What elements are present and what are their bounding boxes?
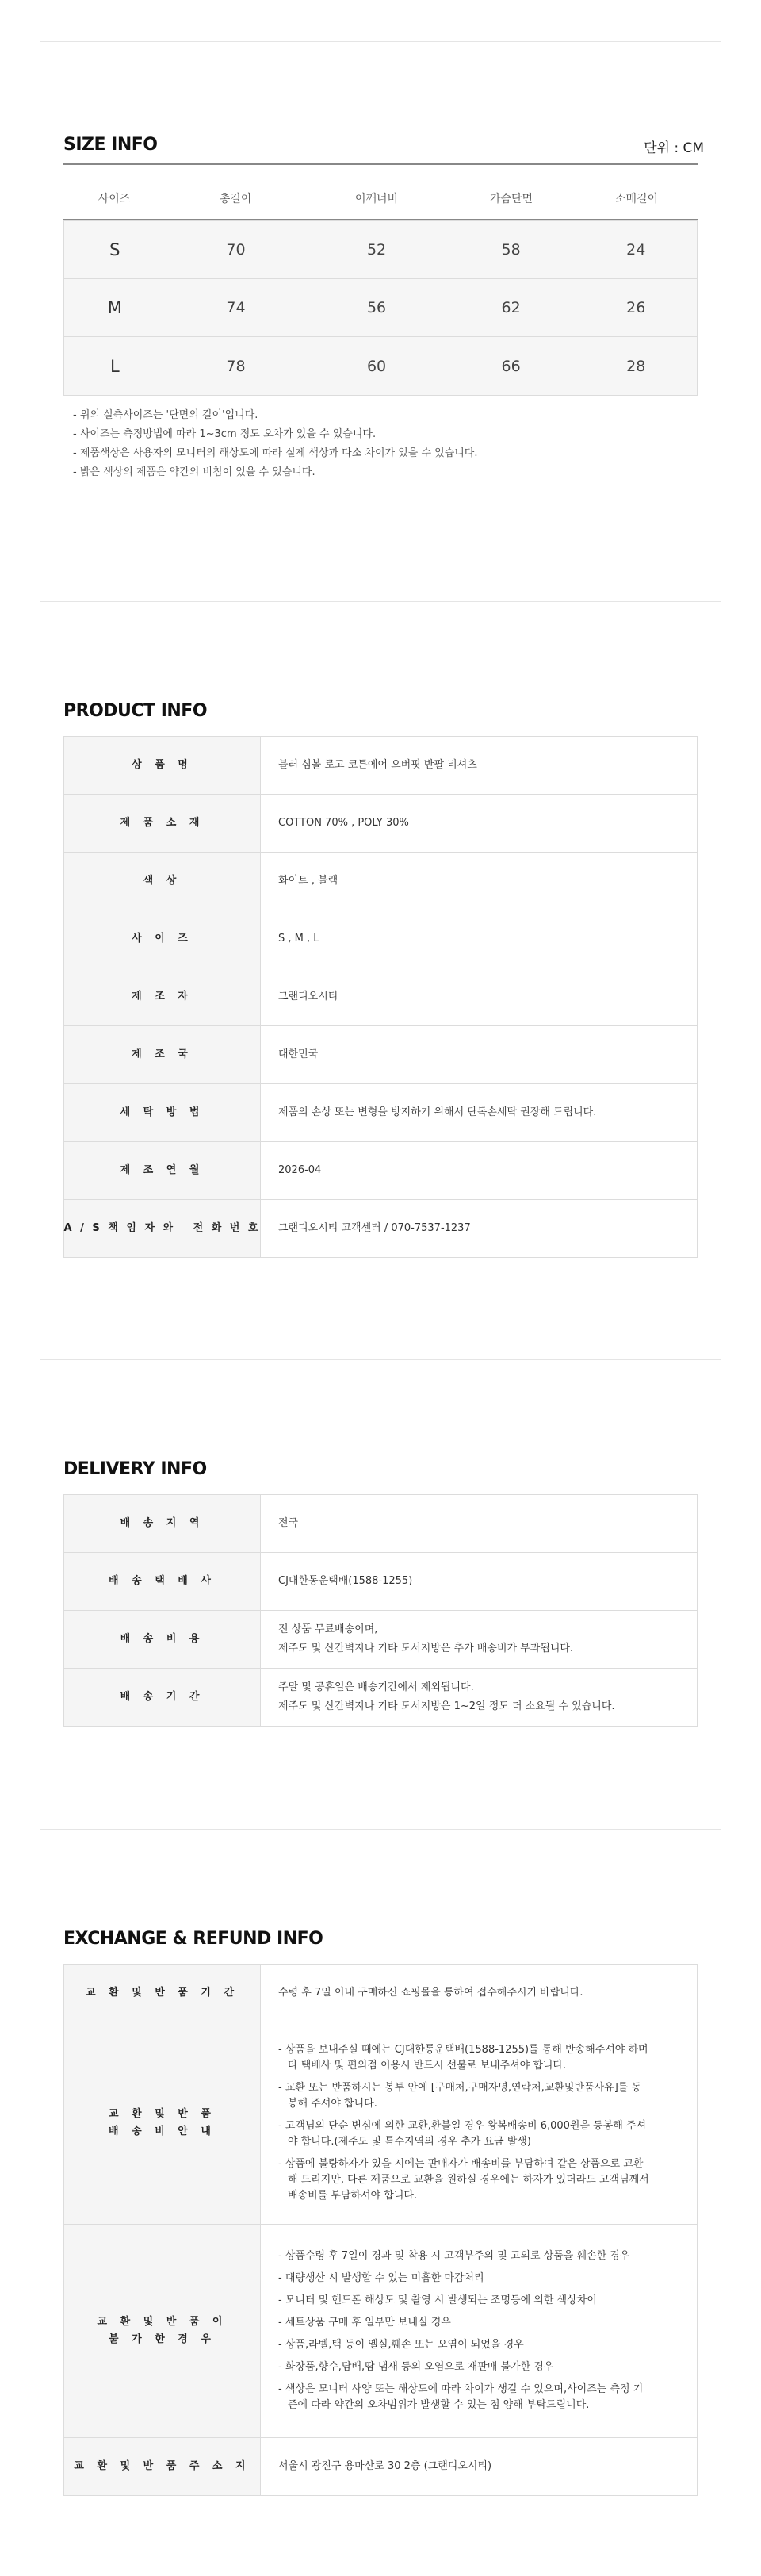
product-info-value: 제품의 손상 또는 변형을 방지하기 위해서 단독손세탁 권장해 드립니다. bbox=[278, 1106, 597, 1118]
product-info-row bbox=[63, 1142, 698, 1200]
delivery-info-label: 배 송 비 용 bbox=[64, 1611, 261, 1668]
delivery-info-table bbox=[63, 1494, 698, 1727]
exchange-unavailable-label bbox=[64, 2225, 261, 2437]
exchange-info-row bbox=[63, 1965, 698, 2022]
exchange-unavailable-item: - 화장품,향수,담배,땀 냄새 등의 오염으로 재판매 불가한 경우 bbox=[278, 2361, 554, 2373]
divider bbox=[40, 1359, 721, 1360]
size-cell: 52 bbox=[366, 241, 387, 259]
delivery-info-line: 주말 및 공휴일은 배송기간에서 제외됩니다. bbox=[278, 1681, 474, 1693]
product-info-value: S , M , L bbox=[278, 933, 319, 945]
size-note: - 위의 실측사이즈는 '단면의 길이'입니다. bbox=[73, 409, 258, 421]
product-info-label: 사 이 즈 bbox=[64, 910, 261, 968]
divider bbox=[40, 1829, 721, 1830]
product-info-row bbox=[63, 853, 698, 910]
size-table-header bbox=[63, 178, 698, 219]
exchange-shipping-label-line: 배 송 비 안 내 bbox=[109, 2126, 216, 2137]
size-row bbox=[64, 221, 697, 279]
exchange-info-title: EXCHANGE & REFUND INFO bbox=[63, 1929, 323, 1949]
size-cell: 74 bbox=[226, 299, 246, 316]
product-info-value: 화이트 , 블랙 bbox=[278, 875, 338, 887]
size-cell: 70 bbox=[226, 241, 246, 259]
exchange-shipping-item: - 고객님의 단순 변심에 의한 교환,환불일 경우 왕복배송비 6,000원을 동봉해 주셔야 합니다.(제주도 및 특수지역의 경우 추가 요금 발생) bbox=[278, 2120, 647, 2148]
size-cell: 28 bbox=[626, 357, 646, 375]
product-info-row bbox=[63, 1084, 698, 1142]
product-info-row bbox=[63, 737, 698, 795]
product-info-value: 블러 심볼 로고 코튼에어 오버핏 반팔 티셔츠 bbox=[278, 759, 477, 771]
product-info-value: 그랜디오시티 bbox=[278, 991, 338, 1002]
product-info-label: 제 조 국 bbox=[64, 1026, 261, 1083]
delivery-info-line: 전국 bbox=[278, 1517, 299, 1529]
size-note: - 제품색상은 사용자의 모니터의 해상도에 따라 실제 색상과 다소 차이가 있을 수 있습니다. bbox=[73, 447, 478, 459]
size-header-cell: 어깨너비 bbox=[354, 193, 399, 205]
size-header-cell: 사이즈 bbox=[98, 193, 131, 205]
exchange-unavailable-value bbox=[261, 2225, 697, 2437]
exchange-unavailable-item: - 세트상품 구매 후 일부만 보내실 경우 bbox=[278, 2317, 451, 2329]
delivery-info-row bbox=[63, 1611, 698, 1669]
product-info-label: 세 탁 방 법 bbox=[64, 1084, 261, 1141]
exchange-info-table bbox=[63, 1964, 698, 2496]
size-notes bbox=[73, 406, 478, 482]
product-info-value: 그랜디오시티 고객센터 / 070-7537-1237 bbox=[278, 1222, 471, 1234]
product-info-row bbox=[63, 795, 698, 853]
size-row bbox=[64, 279, 697, 337]
exchange-info-row bbox=[63, 2022, 698, 2225]
size-cell: 78 bbox=[226, 357, 246, 375]
delivery-info-line: 제주도 및 산간벽지나 기타 도서지방은 추가 배송비가 부과됩니다. bbox=[278, 1643, 574, 1654]
size-info-title: SIZE INFO bbox=[63, 135, 158, 155]
delivery-info-row bbox=[63, 1495, 698, 1553]
exchange-address-label: 교 환 및 반 품 주 소 지 bbox=[64, 2438, 261, 2495]
exchange-shipping-label-line: 교 환 및 반 품 bbox=[109, 2108, 216, 2120]
product-info-label: 상 품 명 bbox=[64, 737, 261, 794]
size-note: - 사이즈는 측정방법에 따라 1~3cm 정도 오차가 있을 수 있습니다. bbox=[73, 428, 377, 440]
product-info-row bbox=[63, 910, 698, 968]
exchange-unavailable-label-line: 교 환 및 반 품 이 bbox=[97, 2316, 228, 2328]
exchange-unavailable-item: - 색상은 모니터 사양 또는 해상도에 따라 차이가 생길 수 있으며,사이즈는 측정 기준에 따라 약간의 오차범위가 발생할 수 있는 점 양해 부탁드립니다. bbox=[278, 2383, 644, 2411]
size-cell: L bbox=[109, 356, 120, 376]
size-row bbox=[64, 337, 697, 395]
delivery-info-value bbox=[261, 1611, 697, 1668]
product-info-title: PRODUCT INFO bbox=[63, 701, 208, 721]
delivery-info-title: DELIVERY INFO bbox=[63, 1459, 207, 1479]
product-info-table bbox=[63, 736, 698, 1258]
size-cell: 62 bbox=[501, 299, 521, 316]
product-info-row bbox=[63, 1200, 698, 1258]
size-cell: 56 bbox=[366, 299, 387, 316]
exchange-shipping-value bbox=[261, 2022, 697, 2224]
delivery-info-label: 배 송 택 배 사 bbox=[64, 1553, 261, 1610]
exchange-info-row bbox=[63, 2225, 698, 2438]
exchange-unavailable-label-line: 불 가 한 경 우 bbox=[109, 2333, 216, 2345]
divider bbox=[40, 601, 721, 602]
exchange-period-label: 교 환 및 반 품 기 간 bbox=[64, 1965, 261, 2022]
delivery-info-row bbox=[63, 1553, 698, 1611]
size-note: - 밝은 색상의 제품은 약간의 비침이 있을 수 있습니다. bbox=[73, 466, 315, 478]
size-cell: 24 bbox=[626, 241, 646, 259]
delivery-info-value bbox=[261, 1669, 697, 1726]
delivery-info-line: CJ대한통운택배(1588-1255) bbox=[278, 1575, 413, 1587]
product-info-value: 2026-04 bbox=[278, 1164, 322, 1176]
size-cell: M bbox=[107, 298, 122, 317]
size-cell: 26 bbox=[626, 299, 646, 316]
exchange-unavailable-item: - 상품,라벨,택 등이 옐실,훼손 또는 오염이 되었을 경우 bbox=[278, 2339, 524, 2351]
size-cell: 66 bbox=[501, 357, 521, 375]
delivery-info-line: 제주도 및 산간벽지나 기타 도서지방은 1~2일 정도 더 소요될 수 있습니다. bbox=[278, 1700, 615, 1712]
delivery-info-label: 배 송 지 역 bbox=[64, 1495, 261, 1552]
size-header-top-line bbox=[63, 163, 698, 165]
exchange-unavailable-item: - 모니터 및 핸드폰 해상도 및 촬영 시 발생되는 조명등에 의한 색상차이 bbox=[278, 2294, 597, 2306]
size-header-cell: 소매길이 bbox=[614, 193, 659, 205]
size-cell: S bbox=[109, 240, 120, 259]
delivery-info-label: 배 송 기 간 bbox=[64, 1669, 261, 1726]
product-info-label: 제 조 연 월 bbox=[64, 1142, 261, 1199]
exchange-info-row bbox=[63, 2438, 698, 2496]
size-table bbox=[63, 220, 698, 396]
size-cell: 58 bbox=[501, 241, 521, 259]
product-info-row bbox=[63, 1026, 698, 1084]
product-info-label: A / S 책 임 자 와 전 화 번 호 bbox=[64, 1200, 261, 1257]
exchange-shipping-item: - 상품에 불량하자가 있을 시에는 판매자가 배송비를 부담하여 같은 상품으로 교환해 드리지만, 다른 제품으로 교환을 원하실 경우에는 하자가 있더라도 고객님께서 배송비를 부담하셔야 합니다. bbox=[278, 2158, 649, 2202]
delivery-info-value bbox=[261, 1553, 697, 1610]
product-info-label: 제 품 소 재 bbox=[64, 795, 261, 852]
product-info-row bbox=[63, 968, 698, 1026]
exchange-period-value: 수령 후 7일 이내 구매하신 쇼핑몰을 통하여 접수해주시기 바랍니다. bbox=[278, 1987, 583, 1999]
delivery-info-line: 전 상품 무료배송이며, bbox=[278, 1623, 378, 1635]
delivery-info-row bbox=[63, 1669, 698, 1727]
exchange-unavailable-item: - 상품수령 후 7일이 경과 및 착용 시 고객부주의 및 고의로 상품을 훼손한 경우 bbox=[278, 2250, 630, 2262]
product-info-value: 대한민국 bbox=[278, 1048, 319, 1060]
exchange-shipping-item: - 상품을 보내주실 때에는 CJ대한통운택배(1588-1255)를 통해 반송해주셔야 하며 타 택배사 및 편의점 이용시 반드시 선불로 보내주셔야 합니다. bbox=[278, 2044, 648, 2072]
divider bbox=[40, 41, 721, 42]
exchange-shipping-item: - 교환 또는 반품하시는 봉투 안에 [구매처,구매자명,연락처,교환및반품사유]를 동봉해 주셔야 합니다. bbox=[278, 2082, 642, 2110]
size-cell: 60 bbox=[366, 357, 387, 375]
product-info-value: COTTON 70% , POLY 30% bbox=[278, 817, 409, 829]
exchange-address-value: 서울시 광진구 용마산로 30 2층 (그랜디오시티) bbox=[278, 2460, 492, 2472]
exchange-unavailable-item: - 대량생산 시 발생할 수 있는 미흡한 마감처리 bbox=[278, 2272, 484, 2284]
size-header-cell: 총길이 bbox=[219, 193, 252, 205]
product-info-label: 색 상 bbox=[64, 853, 261, 910]
size-unit-label: 단위 : CM bbox=[644, 140, 704, 156]
exchange-shipping-label bbox=[64, 2022, 261, 2224]
product-info-label: 제 조 자 bbox=[64, 968, 261, 1025]
delivery-info-value bbox=[261, 1495, 697, 1552]
size-header-cell: 가슴단면 bbox=[489, 193, 533, 205]
